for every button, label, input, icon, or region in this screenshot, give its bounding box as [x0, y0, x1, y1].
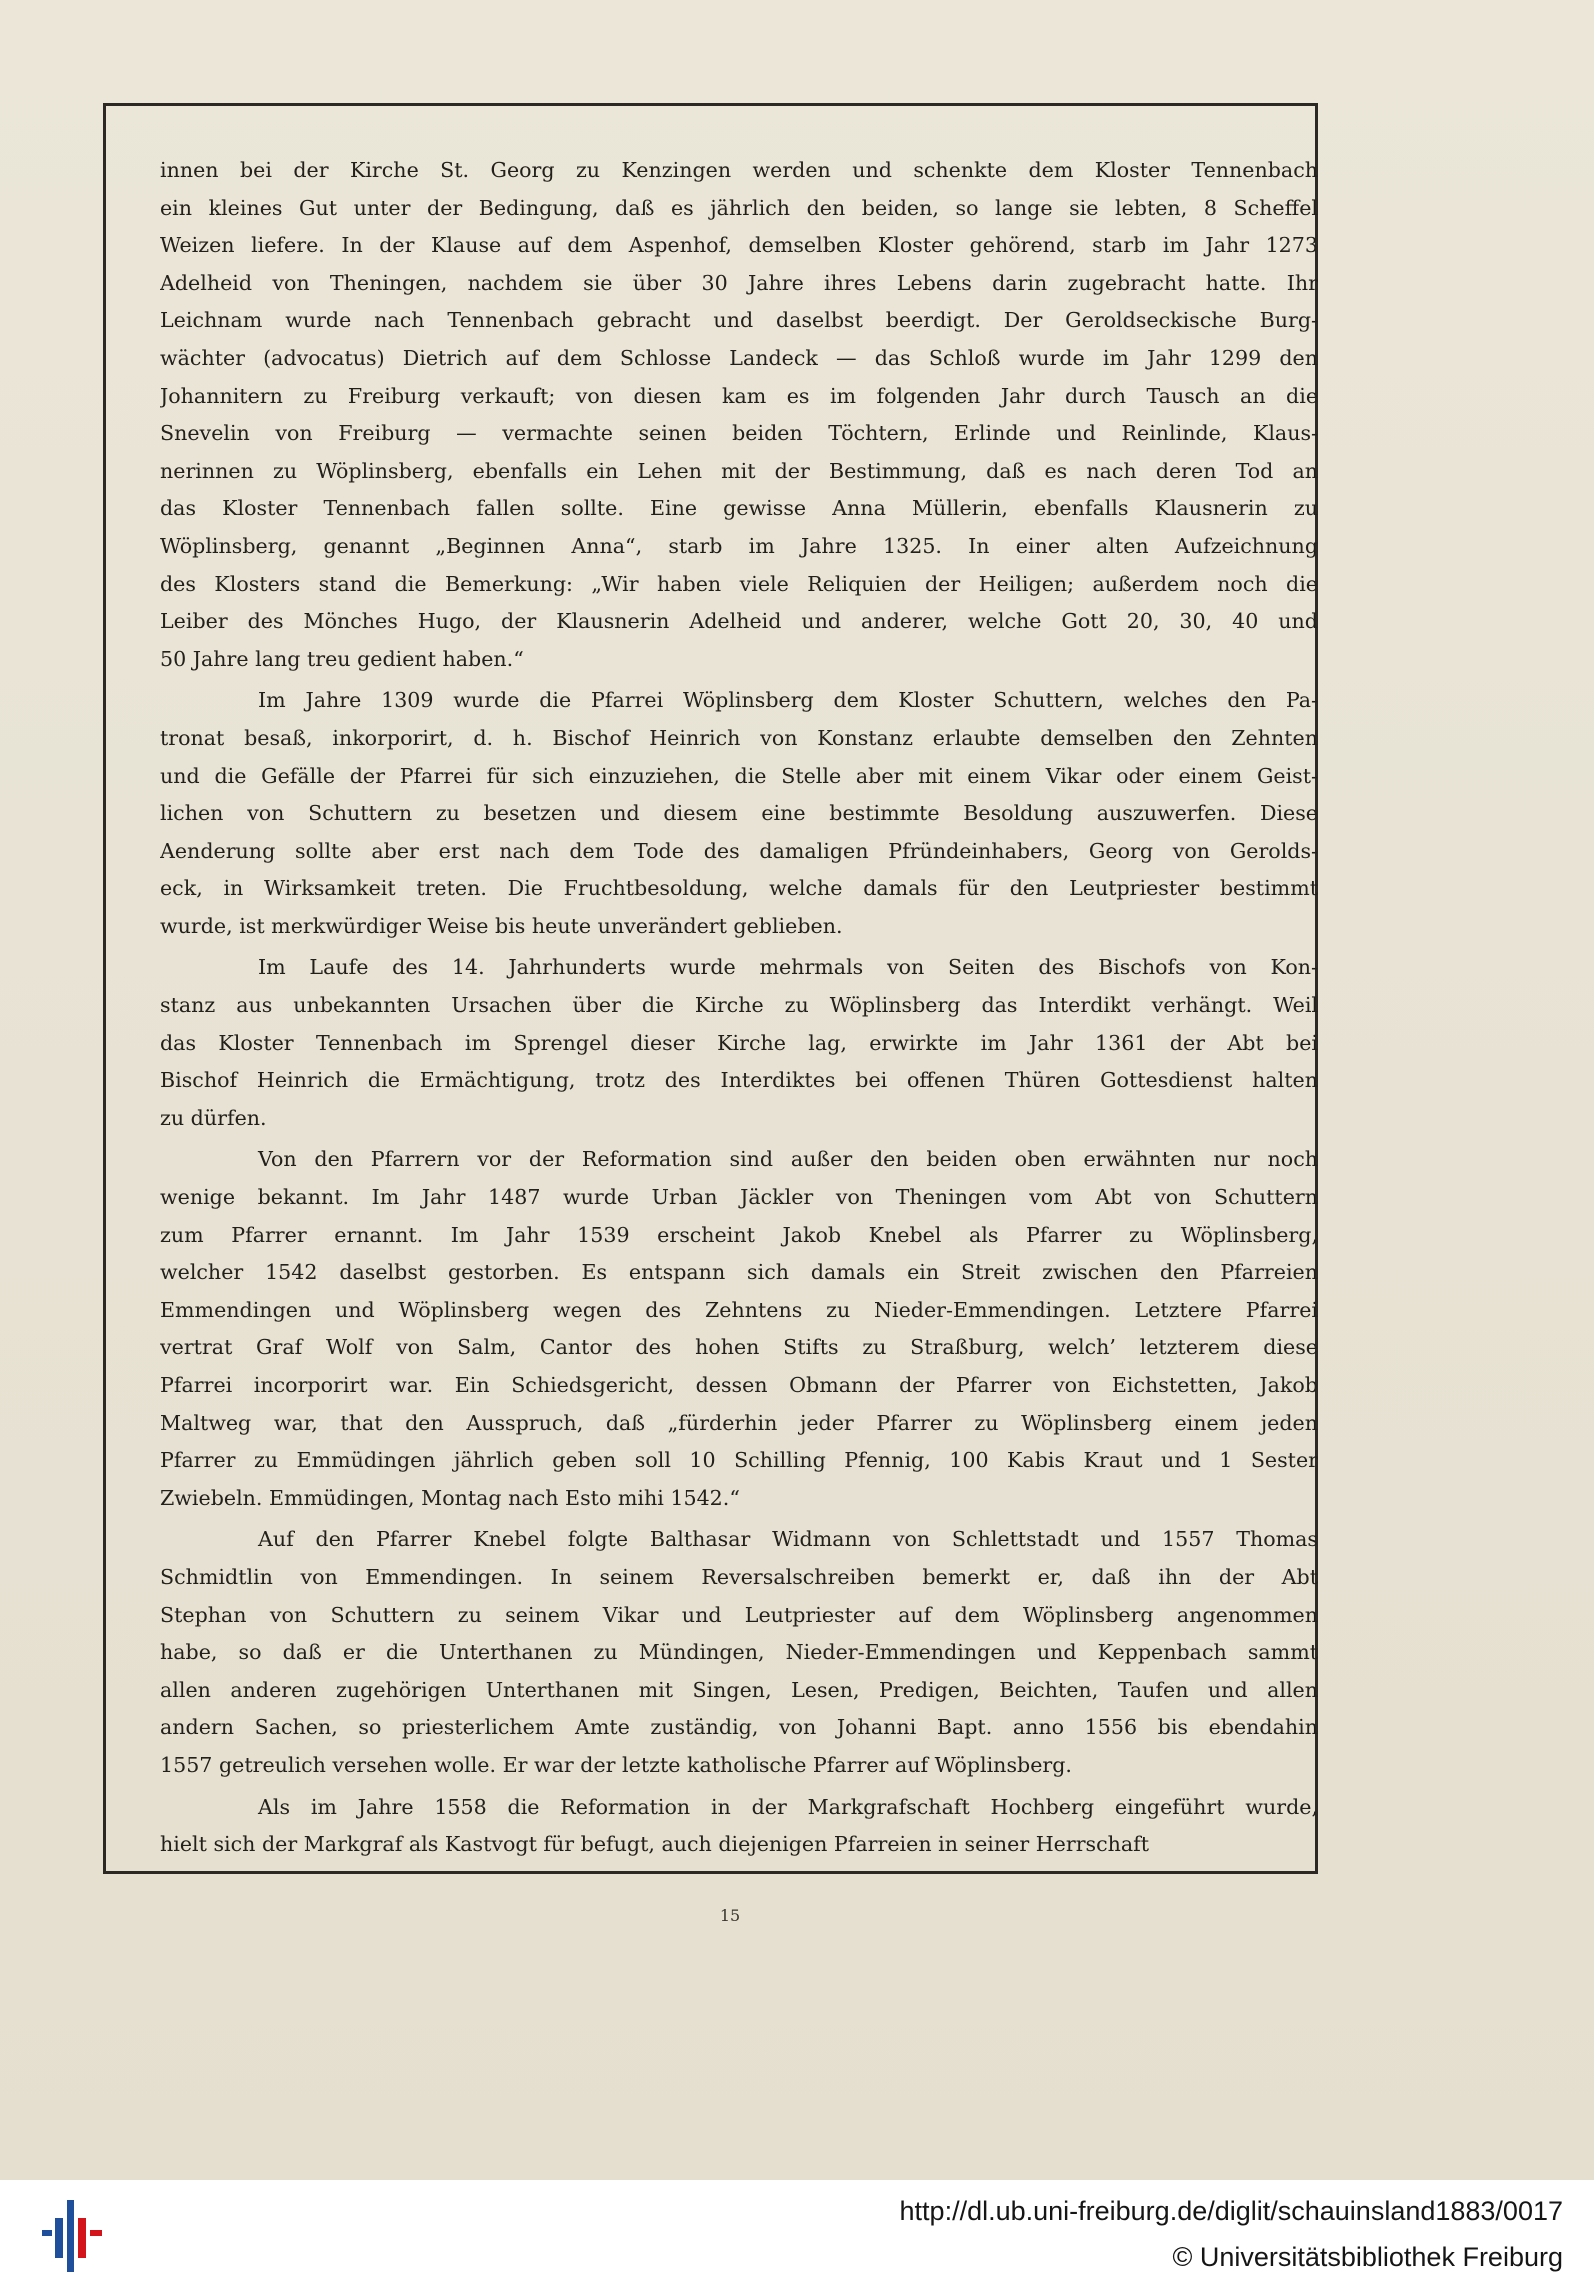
text-line: Adelheid von Theningen, nachdem sie über 30 Jahre ihres Lebens darin zugebracht hatte. Ihr	[160, 270, 1318, 295]
paragraph	[160, 949, 1318, 1137]
text-line: andern Sachen, so priesterlichem Amte zuständig, von Johanni Bapt. anno 1556 bis ebendahin	[160, 1715, 1318, 1740]
text-line: 1557 getreulich versehen wolle. Er war der letzte katholische Pfarrer auf Wöplinsberg.	[160, 1752, 1072, 1777]
text-line: Im Jahre 1309 wurde die Pfarrei Wöplinsberg dem Kloster Schuttern, welches den Pa-	[258, 688, 1318, 713]
paragraph	[160, 1141, 1318, 1517]
text-line: lichen von Schuttern zu besetzen und diesem eine bestimmte Besoldung auszuwerfen. Diese	[160, 801, 1318, 826]
text-line: innen bei der Kirche St. Georg zu Kenzingen werden und schenkte dem Kloster Tennenbach	[160, 158, 1318, 182]
text-line: Johannitern zu Freiburg verkauft; von diesen kam es im folgenden Jahr durch Tausch an die	[160, 383, 1318, 408]
text-line: eck, in Wirksamkeit treten. Die Fruchtbesoldung, welche damals für den Leutpriester bestimmt	[160, 876, 1318, 901]
text-line: Als im Jahre 1558 die Reformation in der Markgrafschaft Hochberg eingeführt wurde,	[258, 1794, 1318, 1819]
footer-copyright: © Universitätsbibliothek Freiburg	[1172, 2242, 1563, 2272]
ub-freiburg-logo-icon	[42, 2200, 102, 2272]
text-line: Leiber des Mönches Hugo, der Klausnerin Adelheid und anderer, welche Gott 20, 30, 40 und	[160, 609, 1318, 634]
body-text	[160, 152, 1318, 1892]
text-line: Wöplinsberg, genannt „Beginnen Anna“, starb im Jahre 1325. In einer alten Aufzeichnung	[160, 533, 1318, 558]
text-line: und die Gefälle der Pfarrei für sich einzuziehen, die Stelle aber mit einem Vikar oder einem Geist-	[160, 763, 1318, 788]
text-line: welcher 1542 daselbst gestorben. Es entspann sich damals ein Streit zwischen den Pfarreien	[160, 1260, 1318, 1285]
text-line: Schmidtlin von Emmendingen. In seinem Reversalschreiben bemerkt er, daß ihn der Abt	[160, 1564, 1318, 1589]
text-line: stanz aus unbekannten Ursachen über die Kirche zu Wöplinsberg das Interdikt verhängt. Weil	[160, 993, 1318, 1018]
text-line: habe, so daß er die Unterthanen zu Mündingen, Nieder-Emmendingen und Keppenbach sammt	[160, 1640, 1318, 1665]
text-line: Leichnam wurde nach Tennenbach gebracht und daselbst beerdigt. Der Geroldseckische Burg-	[160, 308, 1318, 333]
paragraph	[160, 152, 1318, 678]
text-line: 50 Jahre lang treu gedient haben.“	[160, 646, 524, 671]
text-line: Pfarrei incorporirt war. Ein Schiedsgericht, dessen Obmann der Pfarrer von Eichstetten, Jakob	[160, 1373, 1318, 1397]
text-line: Im Laufe des 14. Jahrhunderts wurde mehrmals von Seiten des Bischofs von Kon-	[258, 955, 1318, 980]
text-line: Aenderung sollte aber erst nach dem Tode des damaligen Pfründeinhabers, Georg von Gerolds-	[160, 838, 1318, 863]
text-line: vertrat Graf Wolf von Salm, Cantor des hohen Stifts zu Straßburg, welch’ letzterem diese	[160, 1335, 1318, 1360]
text-line: Bischof Heinrich die Ermächtigung, trotz des Interdiktes bei offenen Thüren Gottesdienst halten	[160, 1068, 1318, 1093]
text-line: hielt sich der Markgraf als Kastvogt für befugt, auch diejenigen Pfarreien in seiner Herrschaft	[160, 1832, 1150, 1857]
paragraph	[160, 682, 1318, 945]
footer-bar	[0, 2180, 1594, 2294]
text-line: wenige bekannt. Im Jahr 1487 wurde Urban Jäckler von Theningen vom Abt von Schuttern	[160, 1185, 1318, 1210]
text-line: Pfarrer zu Emmüdingen jährlich geben soll 10 Schilling Pfennig, 100 Kabis Kraut und 1 Sester	[160, 1448, 1318, 1473]
page-number: 15	[719, 1906, 741, 1925]
text-line: Auf den Pfarrer Knebel folgte Balthasar Widmann von Schlettstadt und 1557 Thomas	[258, 1527, 1318, 1552]
paragraph	[160, 1521, 1318, 1784]
text-line: nerinnen zu Wöplinsberg, ebenfalls ein Lehen mit der Bestimmung, daß es nach deren Tod an	[160, 458, 1318, 483]
text-line: wächter (advocatus) Dietrich auf dem Schlosse Landeck — das Schloß wurde im Jahr 1299 den	[160, 345, 1318, 370]
text-line: allen anderen zugehörigen Unterthanen mit Singen, Lesen, Predigen, Beichten, Taufen und allen	[160, 1677, 1318, 1702]
text-line: Emmendingen und Wöplinsberg wegen des Zehntens zu Nieder-Emmendingen. Letztere Pfarrei	[160, 1297, 1318, 1322]
text-line: tronat besaß, inkorporirt, d. h. Bischof Heinrich von Konstanz erlaubte demselben den Zehnten	[160, 725, 1318, 750]
text-line: zu dürfen.	[160, 1105, 267, 1130]
text-line: Stephan von Schuttern zu seinem Vikar und Leutpriester auf dem Wöplinsberg angenommen	[160, 1602, 1318, 1627]
text-line: Snevelin von Freiburg — vermachte seinen beiden Töchtern, Erlinde und Reinlinde, Klaus-	[160, 421, 1318, 446]
text-line: Zwiebeln. Emmüdingen, Montag nach Esto mihi 1542.“	[160, 1485, 740, 1510]
text-line: ein kleines Gut unter der Bedingung, daß es jährlich den beiden, so lange sie lebten, 8 Scheffel	[160, 195, 1318, 220]
footer-url-link[interactable]: http://dl.ub.uni-freiburg.de/diglit/schauinsland1883/0017	[899, 2196, 1563, 2226]
text-line: Weizen liefere. In der Klause auf dem Aspenhof, demselben Kloster gehörend, starb im Jahr 1273	[160, 233, 1318, 258]
text-line: wurde, ist merkwürdiger Weise bis heute unverändert geblieben.	[160, 913, 843, 938]
text-line: Von den Pfarrern vor der Reformation sind außer den beiden oben erwähnten nur noch	[258, 1147, 1318, 1172]
text-line: Maltweg war, that den Ausspruch, daß „fürderhin jeder Pfarrer zu Wöplinsberg einem jeden	[160, 1410, 1318, 1435]
text-line: zum Pfarrer ernannt. Im Jahr 1539 erscheint Jakob Knebel als Pfarrer zu Wöplinsberg,	[160, 1222, 1318, 1247]
paragraph	[160, 1789, 1318, 1864]
text-line: des Klosters stand die Bemerkung: „Wir haben viele Reliquien der Heiligen; außerdem noch die	[160, 571, 1318, 596]
text-line: das Kloster Tennenbach fallen sollte. Eine gewisse Anna Müllerin, ebenfalls Klausnerin zu	[160, 496, 1318, 521]
text-line: das Kloster Tennenbach im Sprengel dieser Kirche lag, erwirkte im Jahr 1361 der Abt bei	[160, 1030, 1318, 1055]
